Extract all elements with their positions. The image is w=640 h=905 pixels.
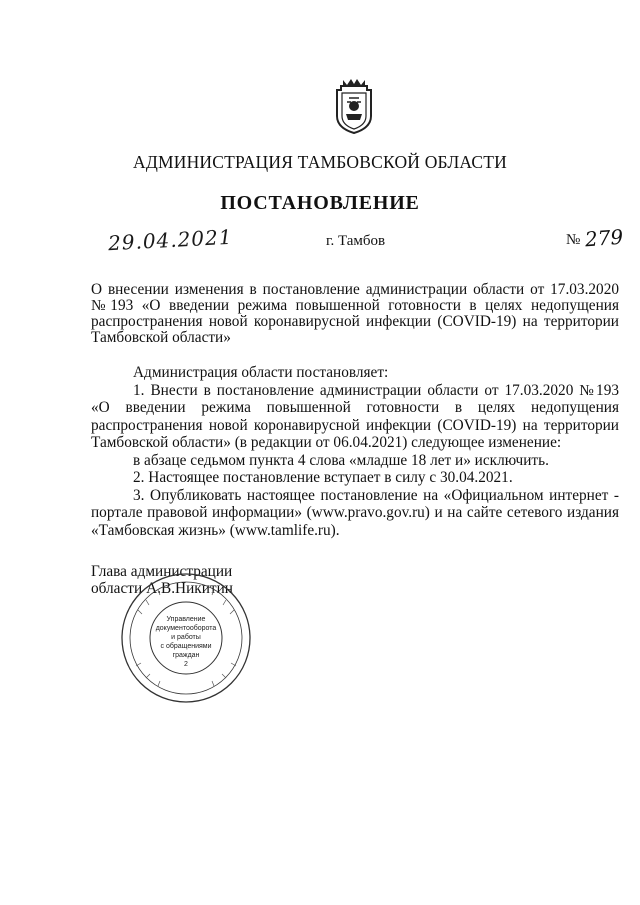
body-item-1-sub: в абзаце седьмом пункта 4 слова «младше 18 лет и» исключить. — [133, 451, 549, 469]
signature-position-line2: области А.В.Никитин — [91, 580, 233, 597]
document-city: г. Тамбов — [326, 233, 386, 249]
stamp-line-1: Управление — [166, 616, 206, 623]
body-item-1: 1. Внести в постановление администрации области от 17.03.2020 №193 «О введении режима повышенной готовности в целях недопущения распространения новой коронавирусной инфекции (COVID-19) на территории Тамбовской области» (в редакции от 06.04.2021) следующее изменение: — [91, 381, 619, 451]
stamp-number: 2 — [184, 661, 188, 668]
stamp-line-5: граждан — [172, 652, 200, 659]
document-body — [91, 364, 619, 539]
stamp-line-3: и работы — [171, 634, 201, 641]
stamp-line-4: с обращениями — [160, 643, 212, 650]
body-intro: Администрация области постановляет: — [133, 364, 389, 381]
signature-name: А.В.Никитин — [146, 580, 233, 597]
document-type-title: ПОСТАНОВЛЕНИЕ — [220, 192, 420, 214]
signature-position-line1: Глава администрации — [91, 563, 233, 580]
coat-of-arms-icon — [329, 76, 379, 136]
organization-title: АДМИНИСТРАЦИЯ ТАМБОВСКОЙ ОБЛАСТИ — [133, 152, 507, 172]
body-item-3: 3. Опубликовать настоящее постановление на «Официальном интернет - портале правовой информации» (www.pravo.gov.ru) и на сайте сетевого издания «Тамбовская жизнь» (www.tamlife.ru). — [91, 486, 619, 539]
body-item-2: 2. Настоящее постановление вступает в силу с 30.04.2021. — [133, 469, 513, 486]
document-number: 279 — [584, 224, 624, 252]
round-stamp-icon — [118, 570, 254, 706]
document-number-label: № — [566, 232, 581, 248]
stamp-line-2: документооборота — [155, 625, 217, 632]
document-date: 29.04.2021 — [107, 224, 234, 256]
document-subject: О внесении изменения в постановление администрации области от 17.03.2020 №193 «О введении режима повышенной готовности в целях недопущения распространения новой коронавирусной инфекции (COVID-19) на территории Тамбовской области» — [91, 281, 619, 346]
